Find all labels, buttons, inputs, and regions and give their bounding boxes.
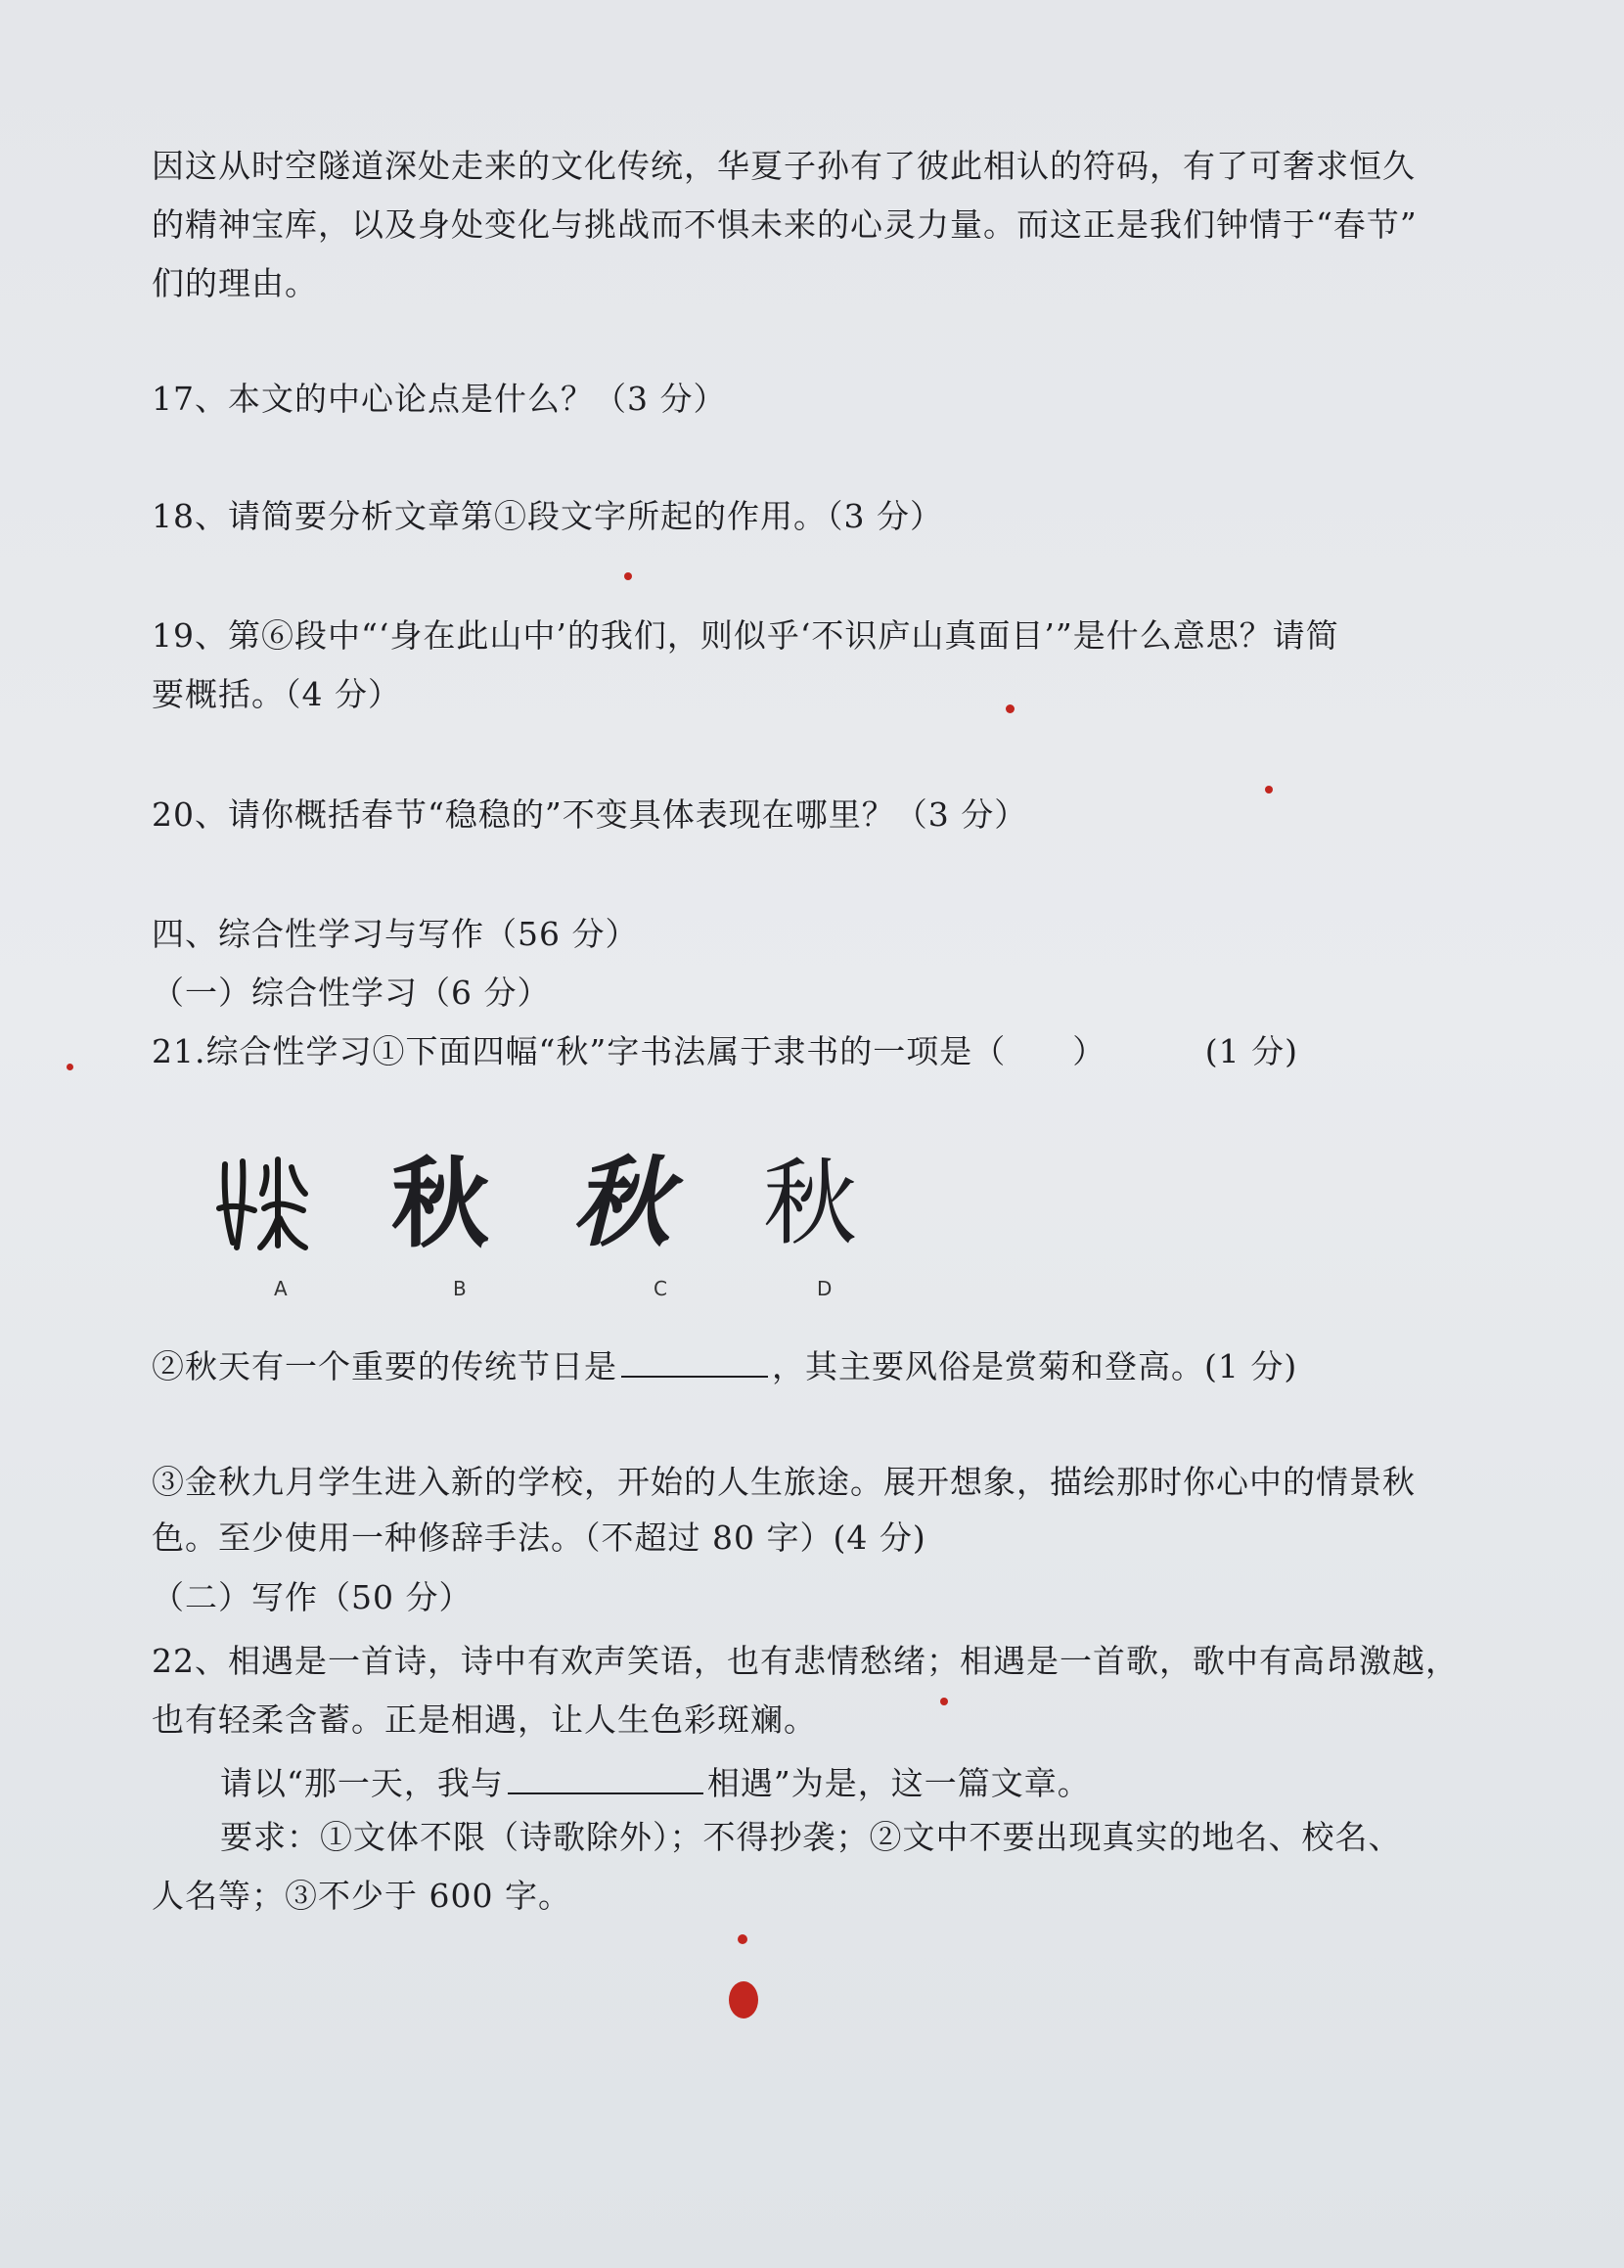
question-22-prompt-after: 相遇”为是，这一篇文章。	[706, 1764, 1091, 1802]
question-22-requirements-line-1: 要求：①文体不限（诗歌除外）；不得抄袭；②文中不要出现真实的地名、校名、	[220, 1818, 1402, 1856]
passage-line-1: 因这从时空隧道深处走来的文化传统，华夏子孙有了彼此相认的符码，有了可奢求恒久	[152, 147, 1416, 185]
question-21-3-line-1: ③金秋九月学生进入新的学校，开始的人生旅途。展开想象，描绘那时你心中的情景秋	[152, 1463, 1416, 1501]
answer-blank	[508, 1759, 703, 1794]
red-ink-dot	[738, 1934, 747, 1944]
red-ink-dot	[1006, 704, 1015, 713]
calligraphy-d-regular-script: 秋	[763, 1149, 857, 1258]
question-21-3-line-2: 色。至少使用一种修辞手法。（不超过 80 字）(4 分)	[152, 1519, 926, 1557]
question-19-line-1: 19、第⑥段中“‘身在此山中’的我们，则似乎‘不识庐山真面目’”是什么意思？请简	[152, 616, 1339, 655]
red-ink-dot	[624, 572, 632, 580]
question-21-1	[152, 1032, 1298, 1071]
option-label-d: D	[817, 1277, 833, 1300]
red-ink-dot	[67, 1064, 73, 1070]
calligraphy-b-clerical-script: 秋	[391, 1146, 489, 1261]
question-19-line-2: 要概括。（4 分）	[152, 675, 401, 713]
question-17: 17、本文的中心论点是什么？（3 分）	[152, 380, 727, 418]
red-ink-dot	[1265, 786, 1273, 794]
question-22-line-1: 22、相遇是一首诗，诗中有欢声笑语，也有悲情愁绪；相遇是一首歌，歌中有高昂激越，	[152, 1642, 1459, 1680]
option-label-a: A	[274, 1277, 288, 1300]
question-21-2-after: ，其主要风俗是赏菊和登高。(1 分)	[772, 1347, 1298, 1385]
question-21-1-score: (1 分)	[1204, 1032, 1298, 1070]
question-21-1-text: 21.综合性学习①下面四幅“秋”字书法属于隶书的一项是（ ）	[152, 1032, 1106, 1070]
answer-blank	[621, 1342, 768, 1378]
section-4-sub-1: （一）综合性学习（6 分）	[152, 974, 551, 1012]
question-21-2-before: ②秋天有一个重要的传统节日是	[152, 1347, 617, 1385]
option-label-b: B	[453, 1277, 467, 1300]
question-20: 20、请你概括春节“稳稳的”不变具体表现在哪里？（3 分）	[152, 795, 1028, 834]
passage-line-2: 的精神宝库，以及身处变化与挑战而不惧未来的心灵力量。而这正是我们钟情于“春节”	[152, 205, 1418, 244]
section-4-heading: 四、综合性学习与写作（56 分）	[152, 915, 639, 953]
red-ink-dot	[940, 1698, 948, 1705]
question-22-requirements-line-2: 人名等；③不少于 600 字。	[152, 1877, 571, 1915]
question-22-line-2: 也有轻柔含蓄。正是相遇，让人生色彩斑斓。	[152, 1701, 817, 1739]
option-label-c: C	[654, 1277, 667, 1300]
calligraphy-a-seal-script	[215, 1150, 313, 1257]
calligraphy-c-running-script: 秋	[572, 1146, 670, 1260]
question-18: 18、请简要分析文章第①段文字所起的作用。（3 分）	[152, 497, 943, 535]
question-22-prompt	[220, 1759, 1091, 1803]
question-22-prompt-before: 请以“那一天，我与	[220, 1764, 504, 1802]
passage-line-3: 们的理由。	[152, 264, 318, 302]
question-21-2	[152, 1342, 1297, 1386]
red-ink-blot	[729, 1981, 758, 2019]
section-4-sub-2: （二）写作（50 分）	[152, 1578, 473, 1616]
